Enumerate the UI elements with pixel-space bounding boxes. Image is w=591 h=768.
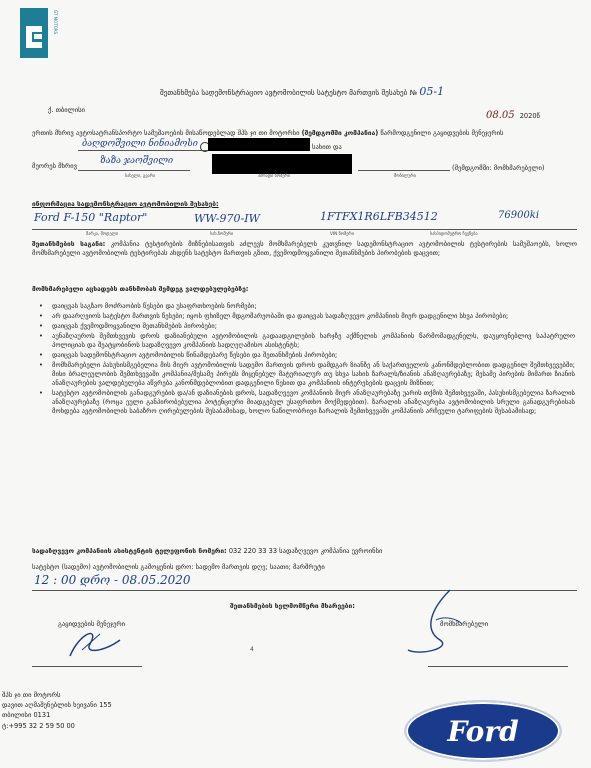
intro-line-1 [32, 129, 577, 138]
signature-right-line [428, 666, 568, 667]
vehicle-vin: 1FTFX1R6LFB34512 [320, 210, 438, 223]
manager-signature-icon [60, 622, 130, 662]
test-drive-time: 12 : 00 დრო - 08.05.2020 [34, 573, 191, 587]
other-name-line [78, 170, 190, 171]
caption-plate: სახ.ნომერი [210, 231, 234, 236]
footer-street: დავით აღმაშენებლის ხეივანი 155 [2, 701, 112, 710]
intro-text-1: ერთის მხრივ ავტოსატრანსპორტო სამუშაოების მისაწოდებლად შპს ჯი თი მოტორსი [32, 129, 300, 137]
ford-logo-text: Ford [447, 714, 519, 748]
customer-signature-icon [400, 580, 470, 660]
vehicle-plate: WW-970-IW [194, 212, 260, 225]
other-party-label: მეორეს მხრივ [32, 162, 78, 170]
vehicle-model: Ford F-150 "Raptor" [34, 211, 148, 224]
manager-name: ბაღდოშვილი ნინიამოსი [82, 139, 198, 149]
caption-model: მარკა, მოდელი [86, 231, 119, 236]
city-label: ქ. თბილისი [48, 106, 85, 114]
date-field [486, 103, 540, 122]
test-drive-label: სატესტო (სადემო) ავტომობილის გამოყენის დრო: სადემო მართვის დღე; საათი; მარშრუტი [32, 563, 325, 571]
ford-logo [404, 700, 562, 762]
year-suffix: 2020წ [519, 112, 540, 120]
caption-id: პირადი ნომერი [258, 173, 290, 178]
page-number: 4 [250, 646, 254, 653]
other-party-name: ზაზა ჯაოშვილი [100, 156, 174, 166]
vehicle-heading: ინფორმაცია სადემონსტრაციო ავტომობილის შესახებ: [32, 200, 219, 208]
purpose-text: კომპანია ტესტირების მიზნებისათვის აძლევს მომხმარებელს კუთვნილ სადემონსტრაციო ავტომობილის ტესტირების სამუშაოებს, ხოლო მომხმარებელი ავტომობილის ტესტირებას ახდენს სატესტო მართვის გზით, ქვემოდმოყვანილი შეთანხმების პირობების დაცვით; [32, 240, 577, 257]
obligation-item: • დაიცვას ქვემოდმოყვანილი შეთანხმების პირობები; [42, 322, 575, 331]
vehicle-mileage: 76900ki [498, 210, 540, 221]
company-bold: (შემდგომში კომპანია) [301, 129, 379, 137]
insurance-phone: 032 220 33 33 [228, 547, 278, 555]
insurance-company: სადაზღვევო კომპანია ევროინსი [279, 547, 383, 555]
signature-left-line [32, 666, 142, 667]
obligations-list-container [42, 302, 575, 417]
footer-city: თბილისი 0131 [2, 711, 51, 720]
caption-name: სახელი, გვარი [125, 173, 156, 178]
signature-left-label: გაყიდვების მენეჯერი [58, 620, 126, 628]
redaction-block-1 [208, 138, 310, 151]
phone-line [358, 170, 450, 171]
footer-company: შპს ჯი თი მოტორს [2, 691, 61, 699]
caption-mileage: სასპიდომეტრო ჩვენება [430, 231, 478, 236]
obligation-item: • აუნაზღაუროს შემთხვევის დროს დაზიანებული ავტომობილის გადაადგილების ხარჯზე აქმნელის კომპანიის წარმომადგენელს, დაუყოვნებლივ საპატრულო პოლიციას და შეატყობინოს სადაზღვევო კომპანიის სადღეღამისო ასისტენტს; [42, 332, 575, 350]
intro-text-3: სახით და [312, 143, 342, 151]
insurance-line [32, 547, 577, 556]
caption-phone: მობილური [394, 173, 416, 178]
insurance-label: სადაზღვევო კომპანიის ასისტენტის ტელეფონის ნომერი: [32, 547, 227, 555]
obligations-heading: მომხმარებელი აცხადებს თანხმობას შემდეგ ვალდებულებებზე: [32, 285, 249, 293]
gt-logo-icon [20, 8, 48, 58]
obligation-item: • სატესტო ავტომობილის განადგურების და/ან დაზიანების დროს, სადაზღვევო კომპანიის მიერ ანაზღაურებაზე უარის თქმის შემთხვევაში, პასუხისმგებელია ზარალის ანაზღაურებაზე (როცა ეული განპირობებულია პოტენციური მიადგებულ უსაფრთხო მოქმედებით). ზარალის ანაზღაურება ავტომობილის სრული განადგურებისას მოხდება ავტომობილის საბაზრო ღირებულების შესაბამისად, ხოლო ნაწილობრივი ზარალის შემთხვევაში კომპანიის არჩეული ტარიფების შესაბამისად; [42, 389, 575, 416]
other-party-parenthetical: (შემდგომში: მომხმარებელი) [452, 164, 545, 172]
redaction-block-2 [212, 154, 352, 174]
vehicle-line [32, 229, 577, 230]
signature-right-label: მომხმარებელი [440, 620, 489, 628]
obligation-item: • მომხმარებელი პასუხისმგებელია მის მიერ ავტომობილის სადემო მართვის დროს დამდგარ ზიანზე ან საქართველოს კანონმდებლობით დადგენილ შემთხვევებში; მისი ბრალეულობის შემთხვევაში კომპანია/მესამე პირებს მიყენებულ მატერიალურ თუ სხვა სახის ზარალს/ზიანის ანაზღაურებაზე; მესამე პირების მიმართ ზიანის ანაზღაურების ვალდებულება აწვრება კანონმდებლობით დადგენილი წესით და კომპანიის ინტერესების დაცვის მიზნით; [42, 361, 575, 388]
test-drive-line [32, 590, 577, 591]
footer-address [2, 690, 112, 731]
purpose-paragraph [32, 240, 577, 258]
intro-text-2: წარმოდგენილი გაყიდვების მენეჯერის [380, 129, 504, 137]
title-text: შეთანხმება სადემონსტრაციო ავტომობილის სატესტო მართვის შესახებ № [160, 88, 418, 97]
purpose-label: შეთანხმების საგანი: [32, 240, 106, 248]
obligations-list [42, 302, 575, 416]
date-handwritten: 08.05 [486, 110, 515, 121]
company-logo [20, 8, 48, 58]
caption-vin: VIN ნომერი [330, 231, 354, 236]
obligation-item: • არ დაარღვიოს სატესტო მართვის წესები; იყოს ფხიზელ მდგომარეობაში და დაიცვას სადაზღვევო კომპანიის მიერ დადგენილი სხვა პირობები; [42, 312, 575, 321]
footer-phone: ტ:+995 32 2 59 50 00 [2, 721, 75, 730]
signatures-heading: შეთანხმების ხელმომწერი მხარეები: [230, 602, 355, 610]
document-title [160, 85, 490, 98]
doc-number: 05-1 [419, 85, 445, 98]
obligation-item: • დაიცვას სადემონსტრაციო ავტომობილის წინამდებარე წესები და შეთანხმების პირობები; [42, 351, 575, 360]
logo-text: GT MOTORS [53, 10, 58, 35]
obligation-item: • დაიცვას საგზაო მოძრაობის წესები და უსაფრთხოების ნორმები; [42, 302, 575, 311]
